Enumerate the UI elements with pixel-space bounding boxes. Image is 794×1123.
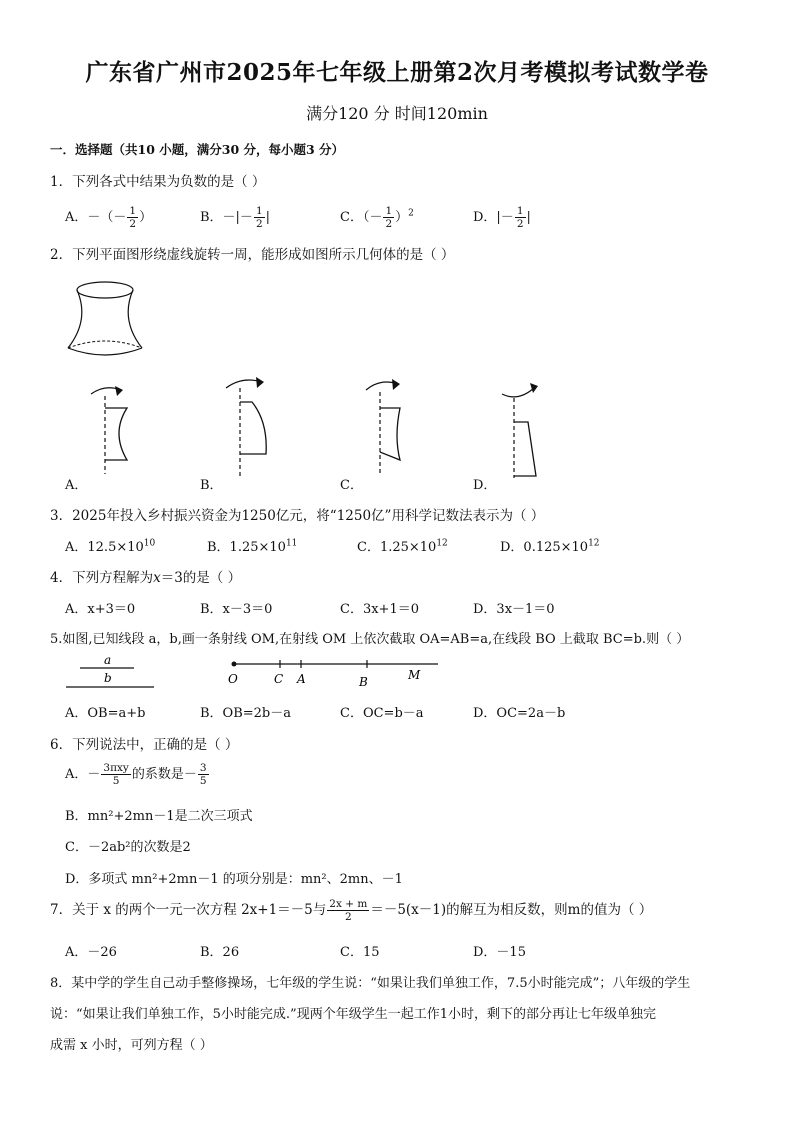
- label-b: B: [359, 675, 368, 689]
- q5-segments-figure: [60, 650, 170, 692]
- q5-option-c: C．OC=b－a: [340, 706, 424, 721]
- label-o: O: [228, 672, 238, 686]
- q6-option-c: C．－2ab²的次数是2: [65, 840, 191, 855]
- label-c: C: [274, 672, 284, 686]
- q2-figure-c: [360, 372, 430, 480]
- q7-option-c: C．15: [340, 945, 380, 960]
- q2-figure-d: [496, 378, 566, 480]
- page-title: 广东省广州市2025年七年级上册第2次月考模拟考试数学卷: [85, 59, 709, 86]
- q3-option-c: C．$1.25\times 10^{12}$: [357, 538, 448, 555]
- q1-option-c: C．（－ $\frac{1}{2}$ ）$^2$: [340, 205, 414, 230]
- q2-solid-figure: [60, 270, 150, 370]
- q4-option-b: B．x－3＝0: [200, 602, 273, 617]
- q4-option-c: C．3x+1＝0: [340, 602, 419, 617]
- q5-option-b: B．OB=2b－a: [200, 706, 292, 721]
- q5-ray-figure: [222, 655, 452, 689]
- q2-option-a: A．: [65, 478, 88, 493]
- segment-b-label: b: [104, 671, 112, 685]
- q6-option-d: D．多项式 mn²+2mn－1 的项分别是：mn²、2mn、－1: [65, 872, 403, 887]
- q2-option-c: C．: [340, 478, 363, 493]
- q3-option-d: D．$0.125\times 10^{12}$: [500, 538, 600, 555]
- point-o: [232, 662, 237, 667]
- q3-option-a: A．$12.5\times 10^{10}$: [65, 538, 156, 555]
- q7-option-a: A．－26: [65, 945, 117, 960]
- q2-stem: 2．下列平面图形绕虚线旋转一周，能形成如图所示几何体的是（ ）: [50, 247, 455, 263]
- q4-option-a: A．x+3＝0: [65, 602, 136, 617]
- q7-option-d: D．－15: [473, 945, 526, 960]
- q8-line-3: 成需 x 小时，可列方程（ ）: [50, 1038, 213, 1053]
- q6-option-b: B．mn²+2mn－1是二次三项式: [65, 809, 253, 824]
- section-heading: 一．选择题（共10 小题，满分30 分，每小题3 分）: [50, 142, 345, 157]
- q2-figure-b: [218, 372, 288, 480]
- q5-option-d: D．OC=2a－b: [473, 706, 566, 721]
- q2-figure-a: [85, 378, 145, 478]
- segment-a-label: a: [104, 653, 112, 667]
- q1-option-d: D．|－ $\frac{1}{2}$ |: [473, 205, 531, 230]
- q4-option-d: D．3x－1＝0: [473, 602, 555, 617]
- label-m: M: [408, 668, 421, 682]
- exam-info: 满分120 分 时间120min: [306, 104, 488, 123]
- q1-option-a: A．－（－ $\frac{1}{2}$ ）: [65, 205, 153, 230]
- q3-option-b: B．$1.25\times 10^{11}$: [207, 538, 298, 555]
- q6-option-a: A．－ $\frac{\text{3πxy}}{5}$ 的系数是－ $\frac{3}{5}$: [65, 762, 207, 787]
- q3-stem: 3．2025年投入乡村振兴资金为1250亿元，将“1250亿”用科学记数法表示为（ ）: [50, 508, 545, 524]
- q5-stem: 5.如图,已知线段 a，b,画一条射线 OM,在射线 OM 上依次截取 OA=AB=a,在线段 BO 上截取 BC=b.则（ ）: [50, 632, 690, 647]
- q2-option-d: D．: [473, 478, 497, 493]
- q8-line-1: 8．某中学的学生自己动手整修操场，七年级的学生说：“如果让我们单独工作，7.5小时能完成”；八年级的学生: [50, 976, 691, 991]
- q6-stem: 6．下列说法中，正确的是（ ）: [50, 737, 239, 753]
- q8-line-2: 说：“如果让我们单独工作，5小时能完成.”现两个年级学生一起工作1小时，剩下的部分再让七年级单独完: [50, 1007, 656, 1022]
- label-a: A: [297, 672, 306, 686]
- q4-stem: 4．下列方程解为x＝3的是（ ）: [50, 570, 242, 586]
- q2-option-b: B．: [200, 478, 223, 493]
- q1-option-b: B．－|－ $\frac{1}{2}$ |: [200, 205, 271, 230]
- q5-option-a: A．OB=a+b: [65, 706, 146, 721]
- q7-stem: 7．关于 x 的两个一元一次方程 2x+1＝－5与 $\frac{2x + m}{2}$ ＝－5(x－1)的解互为相反数，则m的值为（ ）: [50, 898, 653, 923]
- q1-stem: 1．下列各式中结果为负数的是（ ）: [50, 174, 266, 190]
- q7-option-b: B．26: [200, 945, 240, 960]
